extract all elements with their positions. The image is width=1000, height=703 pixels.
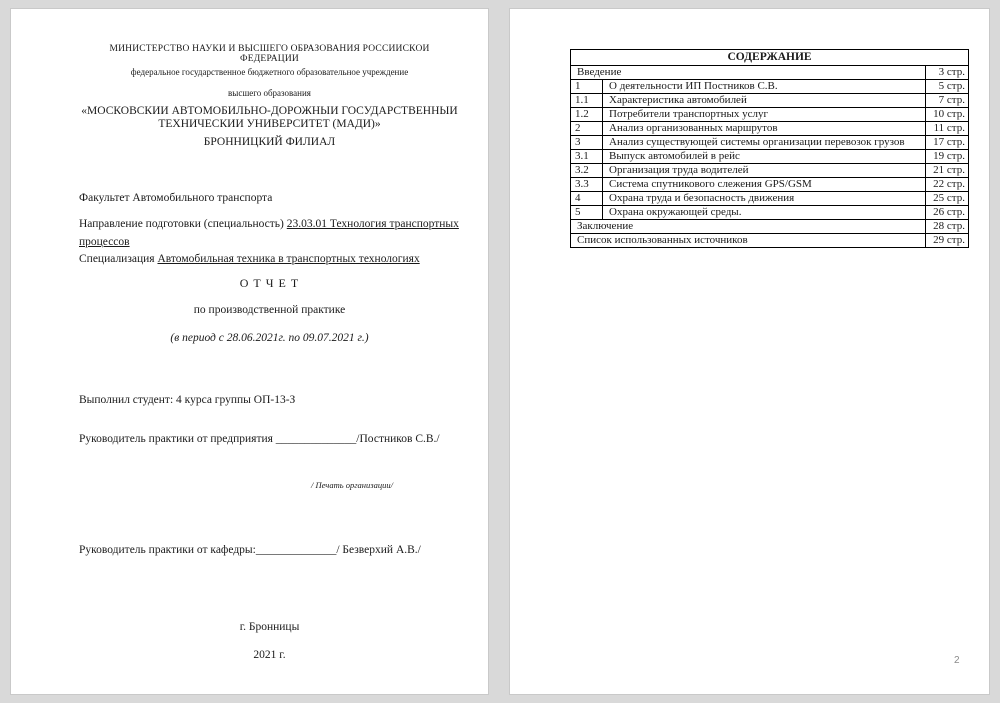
toc-pg-cell: 25 стр.: [926, 192, 969, 206]
toc-title-cell: Система спутникового слежения GPS/GSM: [603, 178, 926, 192]
toc-pg-cell: 11 стр.: [926, 122, 969, 136]
toc-title-cell: Заключение: [571, 220, 926, 234]
specialization-label: Специализация: [79, 253, 158, 265]
university-name: «МОСКОВСКИИ АВТОМОБИЛЬНО-ДОРОЖНЫИ ГОСУДАРСТВЕННЫИ ТЕХНИЧЕСКИИ УНИВЕРСИТЕТ (МАДИ)»: [81, 105, 458, 130]
branch-name: БРОННИЦКИЙ ФИЛИАЛ: [203, 136, 336, 148]
ministry-line: МИНИСТЕРСТВО НАУКИ И ВЫСШЕГО ОБРАЗОВАНИЯ РОССИИСКОИ ФЕДЕРАЦИИ: [109, 44, 430, 64]
toc-row: [571, 178, 969, 192]
toc-row: [571, 164, 969, 178]
toc-header-row: [571, 50, 969, 66]
report-title: О Т Ч Е Т: [239, 276, 300, 290]
toc-title-cell: Анализ существующей системы организации перевозок грузов: [603, 136, 926, 150]
toc-pg-cell: 22 стр.: [926, 178, 969, 192]
supervisor-department-line: Руководитель практики от кафедры:______________/ Безверхий А.В./: [79, 544, 421, 556]
title-page: [10, 8, 489, 695]
toc-row: [571, 108, 969, 122]
report-period: (в период с 28.06.2021г. по 09.07.2021 г.): [170, 332, 369, 344]
toc-pg-cell: 21 стр.: [926, 164, 969, 178]
toc-pg-cell: 3 стр.: [926, 66, 969, 80]
toc-row: [571, 220, 969, 234]
toc-pg-cell: 28 стр.: [926, 220, 969, 234]
toc-pg-cell: 19 стр.: [926, 150, 969, 164]
toc-num-cell: 3: [571, 136, 603, 150]
toc-title-header: СОДЕРЖАНИЕ: [571, 50, 969, 66]
toc-pg-cell: 17 стр.: [926, 136, 969, 150]
toc-row: [571, 122, 969, 136]
direction-label: Направление подготовки (специальность): [79, 218, 287, 230]
toc-num-cell: 4: [571, 192, 603, 206]
page-number: 2: [954, 655, 960, 666]
toc-pg-cell: 5 стр.: [926, 80, 969, 94]
toc-row: [571, 192, 969, 206]
toc-page: [509, 8, 990, 695]
toc-title-cell: Анализ организованных маршрутов: [603, 122, 926, 136]
city-line: г. Бронницы: [239, 621, 300, 633]
toc-title-cell: Выпуск автомобилей в рейс: [603, 150, 926, 164]
toc-row: [571, 80, 969, 94]
toc-title-cell: Потребители транспортных услуг: [603, 108, 926, 122]
toc-num-cell: 5: [571, 206, 603, 220]
toc-title-cell: Введение: [571, 66, 926, 80]
toc-title-cell: Характеристика автомобилей: [603, 94, 926, 108]
toc-title-cell: Охрана труда и безопасность движения: [603, 192, 926, 206]
toc-row: [571, 94, 969, 108]
specialization-line: [79, 253, 460, 265]
year-line: 2021 г.: [253, 649, 286, 661]
toc-num-cell: 3.2: [571, 164, 603, 178]
toc-title-cell: Список использованных источников: [571, 234, 926, 248]
student-line: Выполнил студент: 4 курса группы ОП-13-З: [79, 394, 296, 406]
toc-num-cell: 1.2: [571, 108, 603, 122]
direction-value: 23.03.01 Технология транспортных процессов: [79, 218, 459, 248]
toc-num-cell: 2: [571, 122, 603, 136]
toc-row: [571, 66, 969, 80]
toc-pg-cell: 7 стр.: [926, 94, 969, 108]
toc-pg-cell: 26 стр.: [926, 206, 969, 220]
toc-pg-cell: 10 стр.: [926, 108, 969, 122]
supervisor-company-line: Руководитель практики от предприятия ______________/Постников С.В./: [79, 433, 440, 445]
toc-row: [571, 234, 969, 248]
toc-num-cell: 1.1: [571, 94, 603, 108]
toc-row: [571, 206, 969, 220]
education-level-line: высшего образования: [228, 88, 311, 98]
stamp-note: / Печать организации/: [311, 480, 393, 490]
faculty-line: Факультет Автомобильного транспорта: [79, 192, 273, 204]
toc-num-cell: 3.1: [571, 150, 603, 164]
institution-line: федеральное государственное бюджетного образовательное учреждение: [130, 67, 409, 77]
toc-title-cell: Организация труда водителей: [603, 164, 926, 178]
toc-pg-cell: 29 стр.: [926, 234, 969, 248]
toc-table: [570, 49, 969, 248]
report-subtitle: по производственной практике: [193, 304, 346, 316]
toc-title-cell: О деятельности ИП Постников С.В.: [603, 80, 926, 94]
direction-line: [79, 215, 460, 251]
toc-row: [571, 150, 969, 164]
toc-body: [571, 66, 969, 248]
toc-title-cell: Охрана окружающей среды.: [603, 206, 926, 220]
specialization-value: Автомобильная техника в транспортных технологиях: [157, 253, 420, 265]
toc-row: [571, 136, 969, 150]
toc-num-cell: 3.3: [571, 178, 603, 192]
toc-num-cell: 1: [571, 80, 603, 94]
